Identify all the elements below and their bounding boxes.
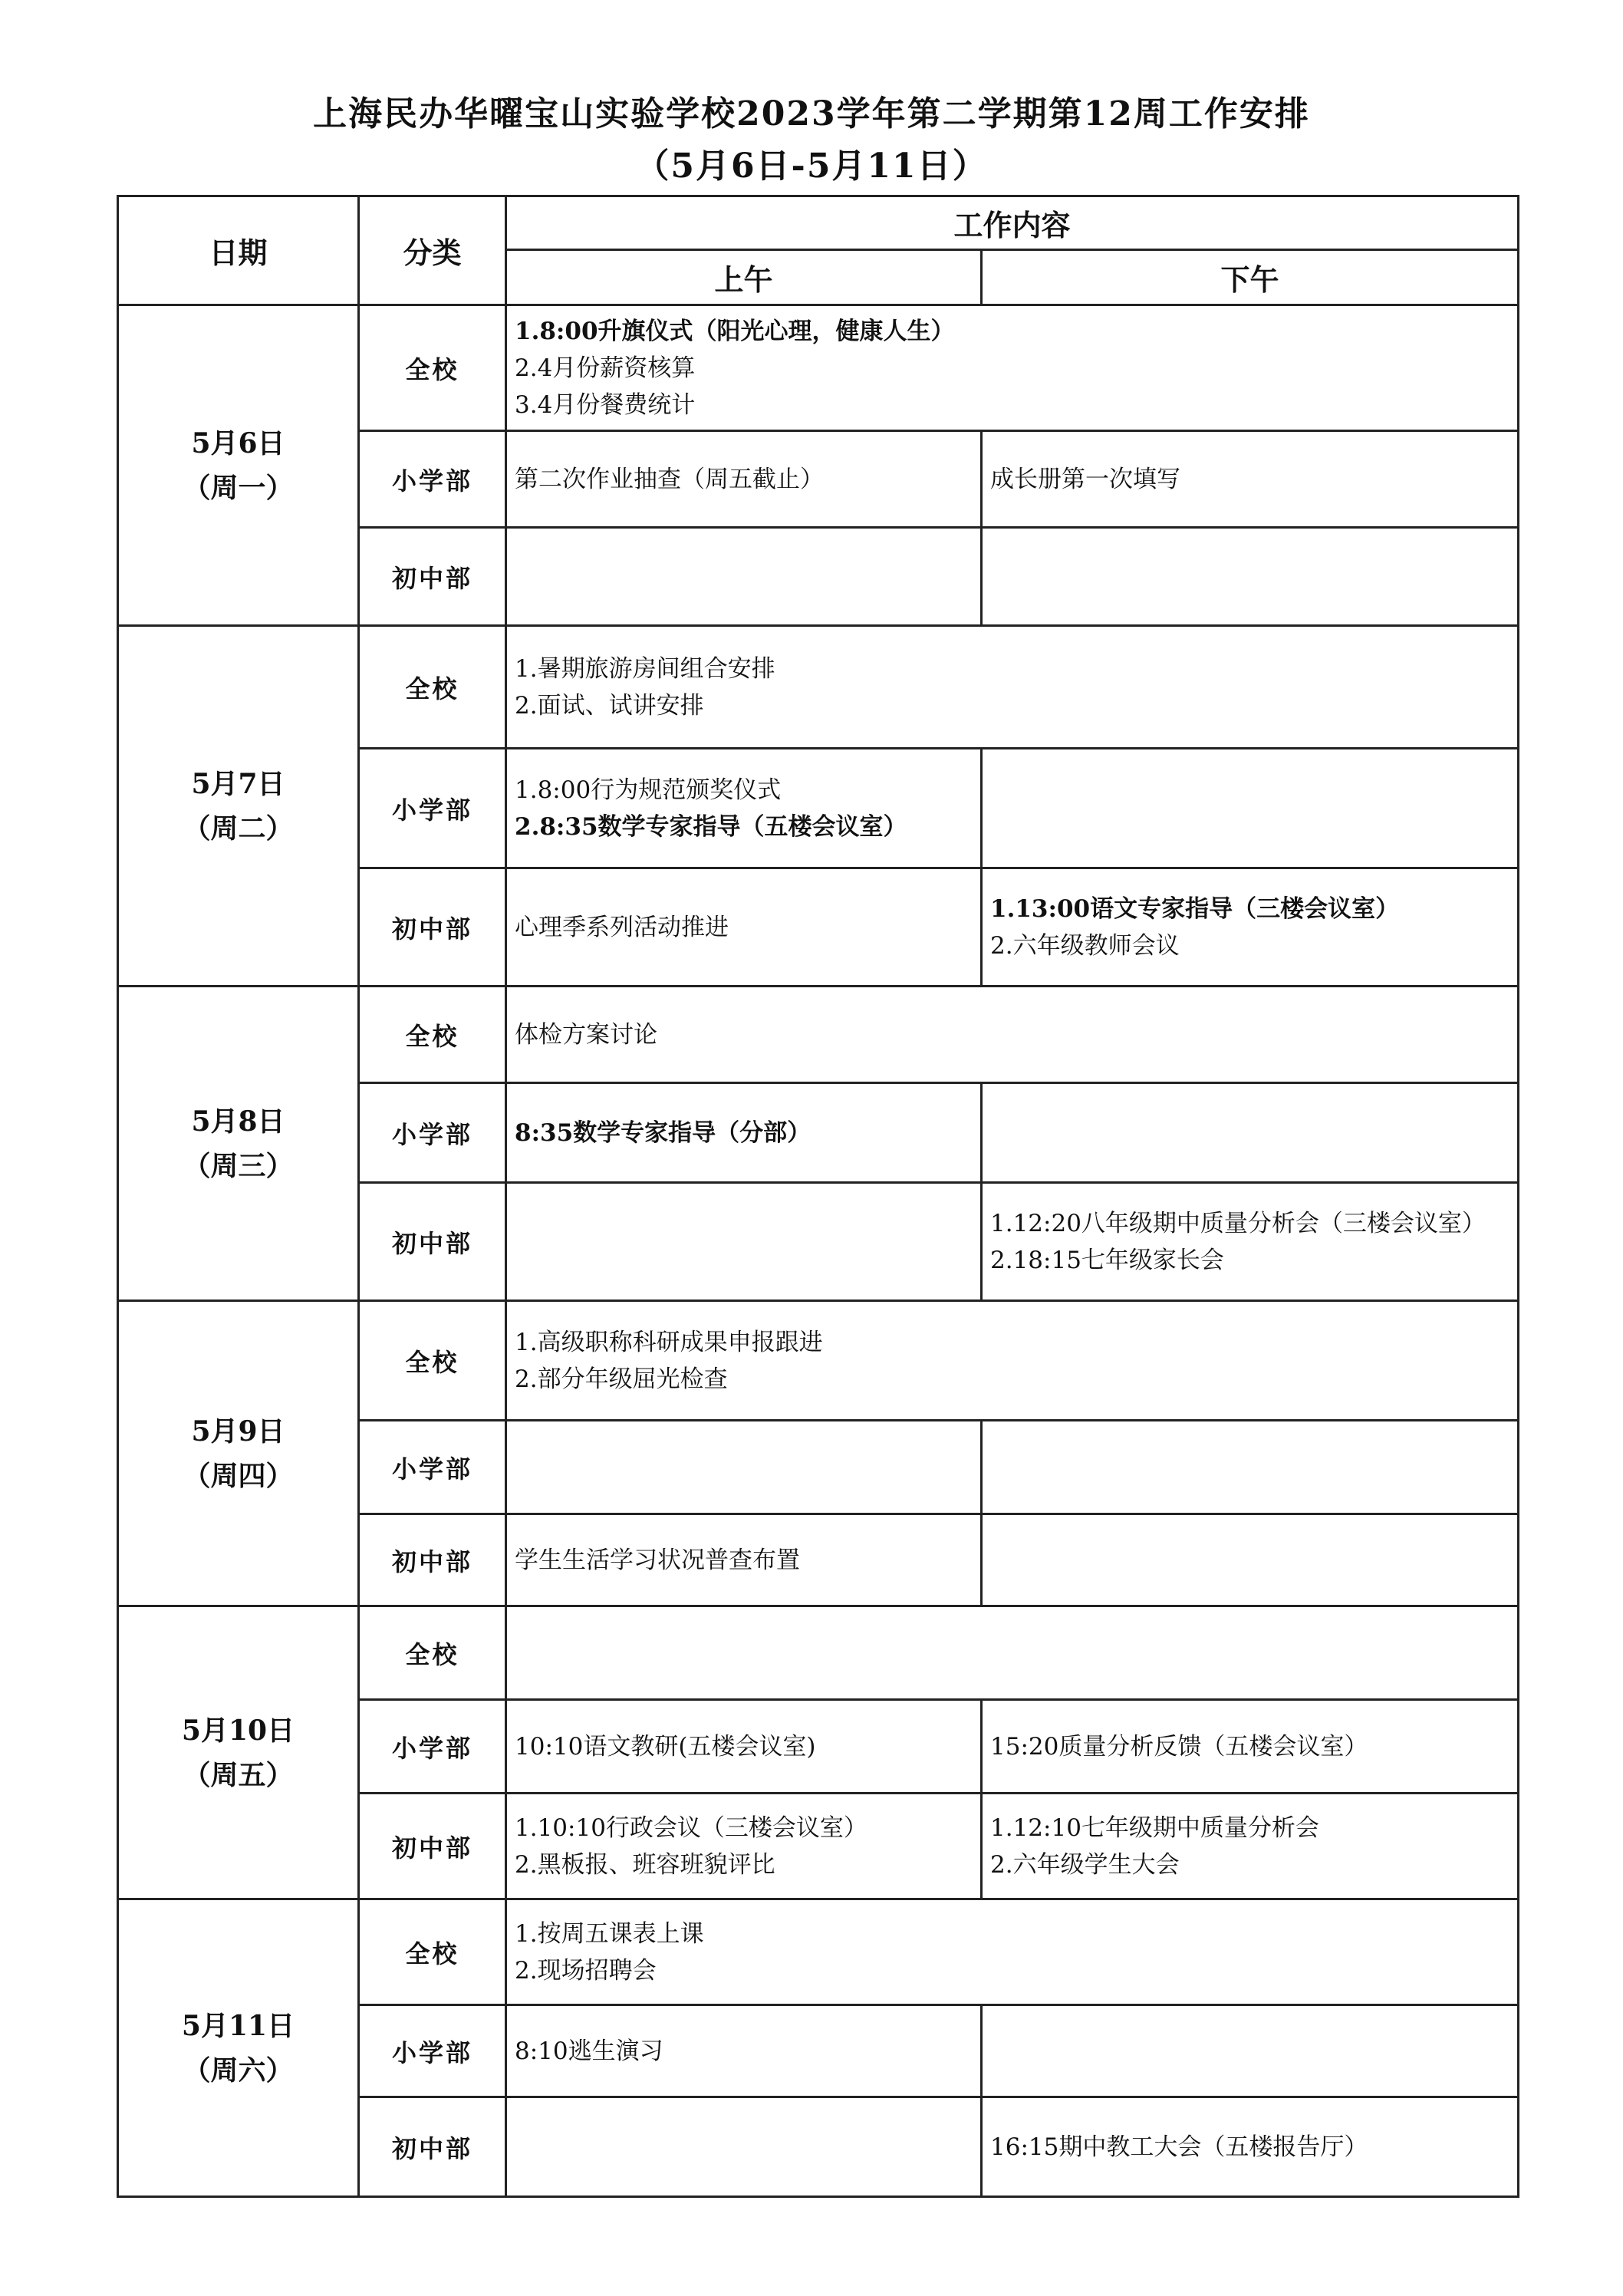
schedule-item: 1.12:10七年级期中质量分析会	[990, 1813, 1319, 1842]
primary-am-cell	[506, 2005, 982, 2097]
primary-pm-cell	[982, 1083, 1519, 1183]
schedule-item: 第二次作业抽查（周五截止）	[515, 465, 824, 493]
schedule-item: 2.黑板报、班容班貌评比	[515, 1850, 775, 1879]
primary-pm-cell	[982, 749, 1519, 868]
school-wide-cell	[506, 1301, 1519, 1421]
header-am: 上午	[506, 250, 982, 305]
schedule-item: 1.10:10行政会议（三楼会议室）	[515, 1813, 867, 1842]
schedule-item: 8:35数学专家指导（分部）	[515, 1118, 812, 1147]
primary-pm-cell	[982, 1421, 1519, 1514]
primary-am-cell	[506, 1421, 982, 1514]
schedule-item: 2.六年级学生大会	[990, 1850, 1180, 1879]
day-date-cell	[118, 987, 359, 1301]
schedule-body	[118, 305, 1519, 2197]
schedule-item: 2.六年级教师会议	[990, 931, 1180, 960]
day-weekday: （周六）	[183, 2054, 294, 2087]
day-weekday: （周四）	[183, 1459, 294, 1492]
category-junior: 初中部	[359, 1794, 506, 1899]
junior-am-cell	[506, 1794, 982, 1899]
category-junior: 初中部	[359, 1183, 506, 1301]
schedule-item: 1.暑期旅游房间组合安排	[515, 654, 775, 683]
category-junior: 初中部	[359, 2097, 506, 2197]
category-primary: 小学部	[359, 749, 506, 868]
day-date: 5月6日	[191, 427, 285, 460]
schedule-item: 2.部分年级屈光检查	[515, 1365, 728, 1393]
category-junior: 初中部	[359, 868, 506, 987]
junior-am-cell	[506, 1183, 982, 1301]
primary-pm-cell	[982, 2005, 1519, 2097]
junior-am-cell	[506, 2097, 982, 2197]
schedule-item: 1.高级职称科研成果申报跟进	[515, 1328, 823, 1356]
schedule-item: 2.面试、试讲安排	[515, 691, 704, 720]
day-date: 5月9日	[191, 1415, 285, 1448]
category-junior: 初中部	[359, 1514, 506, 1606]
category-primary: 小学部	[359, 1083, 506, 1183]
day-weekday: （周二）	[183, 812, 294, 845]
schedule-table	[117, 195, 1519, 2198]
category-school: 全校	[359, 987, 506, 1083]
day-date-cell	[118, 1899, 359, 2197]
category-primary: 小学部	[359, 1421, 506, 1514]
junior-am-cell	[506, 868, 982, 987]
category-school: 全校	[359, 626, 506, 749]
schedule-item: 心理季系列活动推进	[515, 913, 729, 941]
school-wide-cell	[506, 626, 1519, 749]
day-weekday: （周三）	[183, 1149, 294, 1182]
junior-am-cell	[506, 1514, 982, 1606]
header-content: 工作内容	[506, 196, 1519, 250]
schedule-item: 学生生活学习状况普查布置	[515, 1546, 800, 1574]
category-school: 全校	[359, 1899, 506, 2005]
category-school: 全校	[359, 1301, 506, 1421]
schedule-item: 2.8:35数学专家指导（五楼会议室）	[515, 812, 907, 841]
junior-pm-cell	[982, 2097, 1519, 2197]
category-primary: 小学部	[359, 431, 506, 528]
primary-pm-cell	[982, 1700, 1519, 1794]
junior-pm-cell	[982, 528, 1519, 626]
category-junior: 初中部	[359, 528, 506, 626]
primary-am-cell	[506, 431, 982, 528]
header-date: 日期	[118, 196, 359, 305]
page-title: 上海民办华曜宝山实验学校2023学年第二学期第12周工作安排	[313, 94, 1310, 133]
junior-am-cell	[506, 528, 982, 626]
junior-pm-cell	[982, 1514, 1519, 1606]
header-pm: 下午	[982, 250, 1519, 305]
day-date: 5月8日	[191, 1105, 285, 1138]
schedule-item: 1.12:20八年级期中质量分析会（三楼会议室）	[990, 1209, 1486, 1237]
school-wide-cell	[506, 987, 1519, 1083]
school-wide-cell	[506, 1606, 1519, 1700]
schedule-item: 2.18:15七年级家长会	[990, 1246, 1224, 1274]
category-school: 全校	[359, 1606, 506, 1700]
schedule-item: 8:10逃生演习	[515, 2037, 663, 2065]
junior-pm-cell	[982, 1794, 1519, 1899]
schedule-item: 3.4月份餐费统计	[515, 390, 696, 419]
schedule-item: 体检方案讨论	[515, 1020, 657, 1049]
day-date: 5月11日	[181, 2009, 295, 2042]
day-date-cell	[118, 1606, 359, 1899]
primary-am-cell	[506, 1700, 982, 1794]
day-date-cell	[118, 626, 359, 987]
day-weekday: （周五）	[183, 1758, 294, 1791]
school-wide-cell	[506, 1899, 1519, 2005]
schedule-item: 15:20质量分析反馈（五楼会议室）	[990, 1732, 1368, 1761]
school-wide-cell	[506, 305, 1519, 431]
day-date-cell	[118, 1301, 359, 1606]
schedule-item: 10:10语文教研(五楼会议室)	[515, 1732, 816, 1761]
primary-am-cell	[506, 1083, 982, 1183]
junior-pm-cell	[982, 868, 1519, 987]
category-school: 全校	[359, 305, 506, 431]
day-date: 5月7日	[191, 767, 285, 800]
primary-pm-cell	[982, 431, 1519, 528]
day-weekday: （周一）	[183, 471, 294, 504]
category-primary: 小学部	[359, 1700, 506, 1794]
day-date: 5月10日	[181, 1714, 295, 1747]
primary-am-cell	[506, 749, 982, 868]
junior-pm-cell	[982, 1183, 1519, 1301]
schedule-item: 1.8:00行为规范颁奖仪式	[515, 776, 782, 804]
day-date-cell	[118, 305, 359, 626]
page-subtitle: （5月6日-5月11日）	[635, 147, 988, 186]
schedule-item: 1.8:00升旗仪式（阳光心理，健康人生）	[515, 317, 955, 345]
schedule-item: 1.按周五课表上课	[515, 1919, 704, 1948]
schedule-item: 成长册第一次填写	[990, 465, 1180, 493]
header-category: 分类	[359, 196, 506, 305]
category-primary: 小学部	[359, 2005, 506, 2097]
schedule-item: 16:15期中教工大会（五楼报告厅）	[990, 2133, 1368, 2161]
schedule-item: 2.现场招聘会	[515, 1956, 657, 1985]
schedule-item: 2.4月份薪资核算	[515, 354, 696, 382]
schedule-item: 1.13:00语文专家指导（三楼会议室）	[990, 894, 1400, 923]
